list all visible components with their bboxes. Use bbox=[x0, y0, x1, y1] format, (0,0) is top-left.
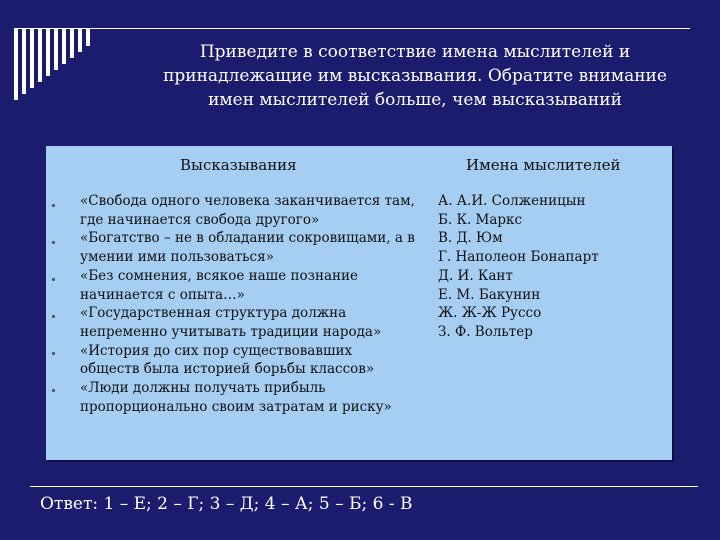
thinker-name: В. Д. Юм bbox=[438, 230, 503, 247]
thinker-name: Ж. Ж-Ж Руссо bbox=[438, 305, 542, 322]
quote-line: непременно учитывать традиции народа» bbox=[80, 323, 382, 340]
quote-line: «Люди должны получать прибыль bbox=[80, 380, 326, 397]
decor-bar bbox=[86, 28, 90, 46]
title-line: имен мыслителей больше, чем высказываний bbox=[208, 90, 622, 110]
quote-line: «Государственная структура должна bbox=[80, 305, 347, 322]
quote-line: умении ими пользоваться» bbox=[80, 249, 274, 266]
content-panel bbox=[46, 146, 672, 460]
quotes-list bbox=[80, 192, 432, 416]
names-list bbox=[438, 192, 668, 342]
title-line: Приведите в соответствие имена мыслителей и bbox=[199, 42, 631, 62]
decor-bar bbox=[62, 28, 66, 64]
bullet bbox=[52, 278, 55, 281]
thinker-name: Д. И. Кант bbox=[438, 267, 513, 284]
decor-bar bbox=[46, 28, 50, 76]
decor-bar bbox=[70, 28, 74, 58]
bullet bbox=[52, 315, 55, 318]
quote-line: где начинается свобода другого» bbox=[80, 211, 320, 228]
bullet bbox=[52, 241, 55, 244]
decorative-bars bbox=[14, 28, 90, 100]
top-divider bbox=[14, 28, 690, 29]
decor-bar bbox=[54, 28, 58, 70]
bottom-divider bbox=[30, 486, 698, 487]
thinker-name: Г. Наполеон Бонапарт bbox=[438, 249, 599, 266]
quote-line: «Богатство – не в обладании сокровищами, а в bbox=[80, 230, 415, 247]
quote-line: обществ была историей борьбы классов» bbox=[80, 361, 375, 378]
answer-text: Ответ: 1 – Е; 2 – Г; 3 – Д; 4 – А; 5 – Б; 6 - В bbox=[40, 494, 413, 514]
decor-bar bbox=[78, 28, 82, 52]
bullet bbox=[52, 389, 55, 392]
bullet bbox=[52, 204, 55, 207]
thinker-name: З. Ф. Вольтер bbox=[438, 323, 533, 340]
bullet bbox=[52, 352, 55, 355]
quote-line: «Свобода одного человека заканчивается там, bbox=[80, 193, 415, 209]
decor-bar bbox=[22, 28, 26, 94]
slide-title bbox=[140, 40, 690, 112]
decor-bar bbox=[38, 28, 42, 82]
title-line: принадлежащие им высказывания. Обратите внимание bbox=[163, 66, 667, 86]
quote-line: пропорционально своим затратам и риску» bbox=[80, 398, 392, 415]
quote-line: начинается с опыта…» bbox=[80, 286, 245, 303]
quote-line: «История до сих пор существовавших bbox=[80, 342, 353, 359]
decor-bar bbox=[30, 28, 34, 88]
decor-bar bbox=[14, 28, 18, 100]
thinker-name: Б. К. Маркс bbox=[438, 211, 523, 228]
quote-line: «Без сомнения, всякое наше познание bbox=[80, 267, 359, 284]
thinker-name: А. А.И. Солженицын bbox=[438, 193, 586, 209]
quotes-header: Высказывания bbox=[180, 156, 297, 174]
names-header: Имена мыслителей bbox=[466, 156, 621, 174]
thinker-name: Е. М. Бакунин bbox=[438, 286, 541, 303]
